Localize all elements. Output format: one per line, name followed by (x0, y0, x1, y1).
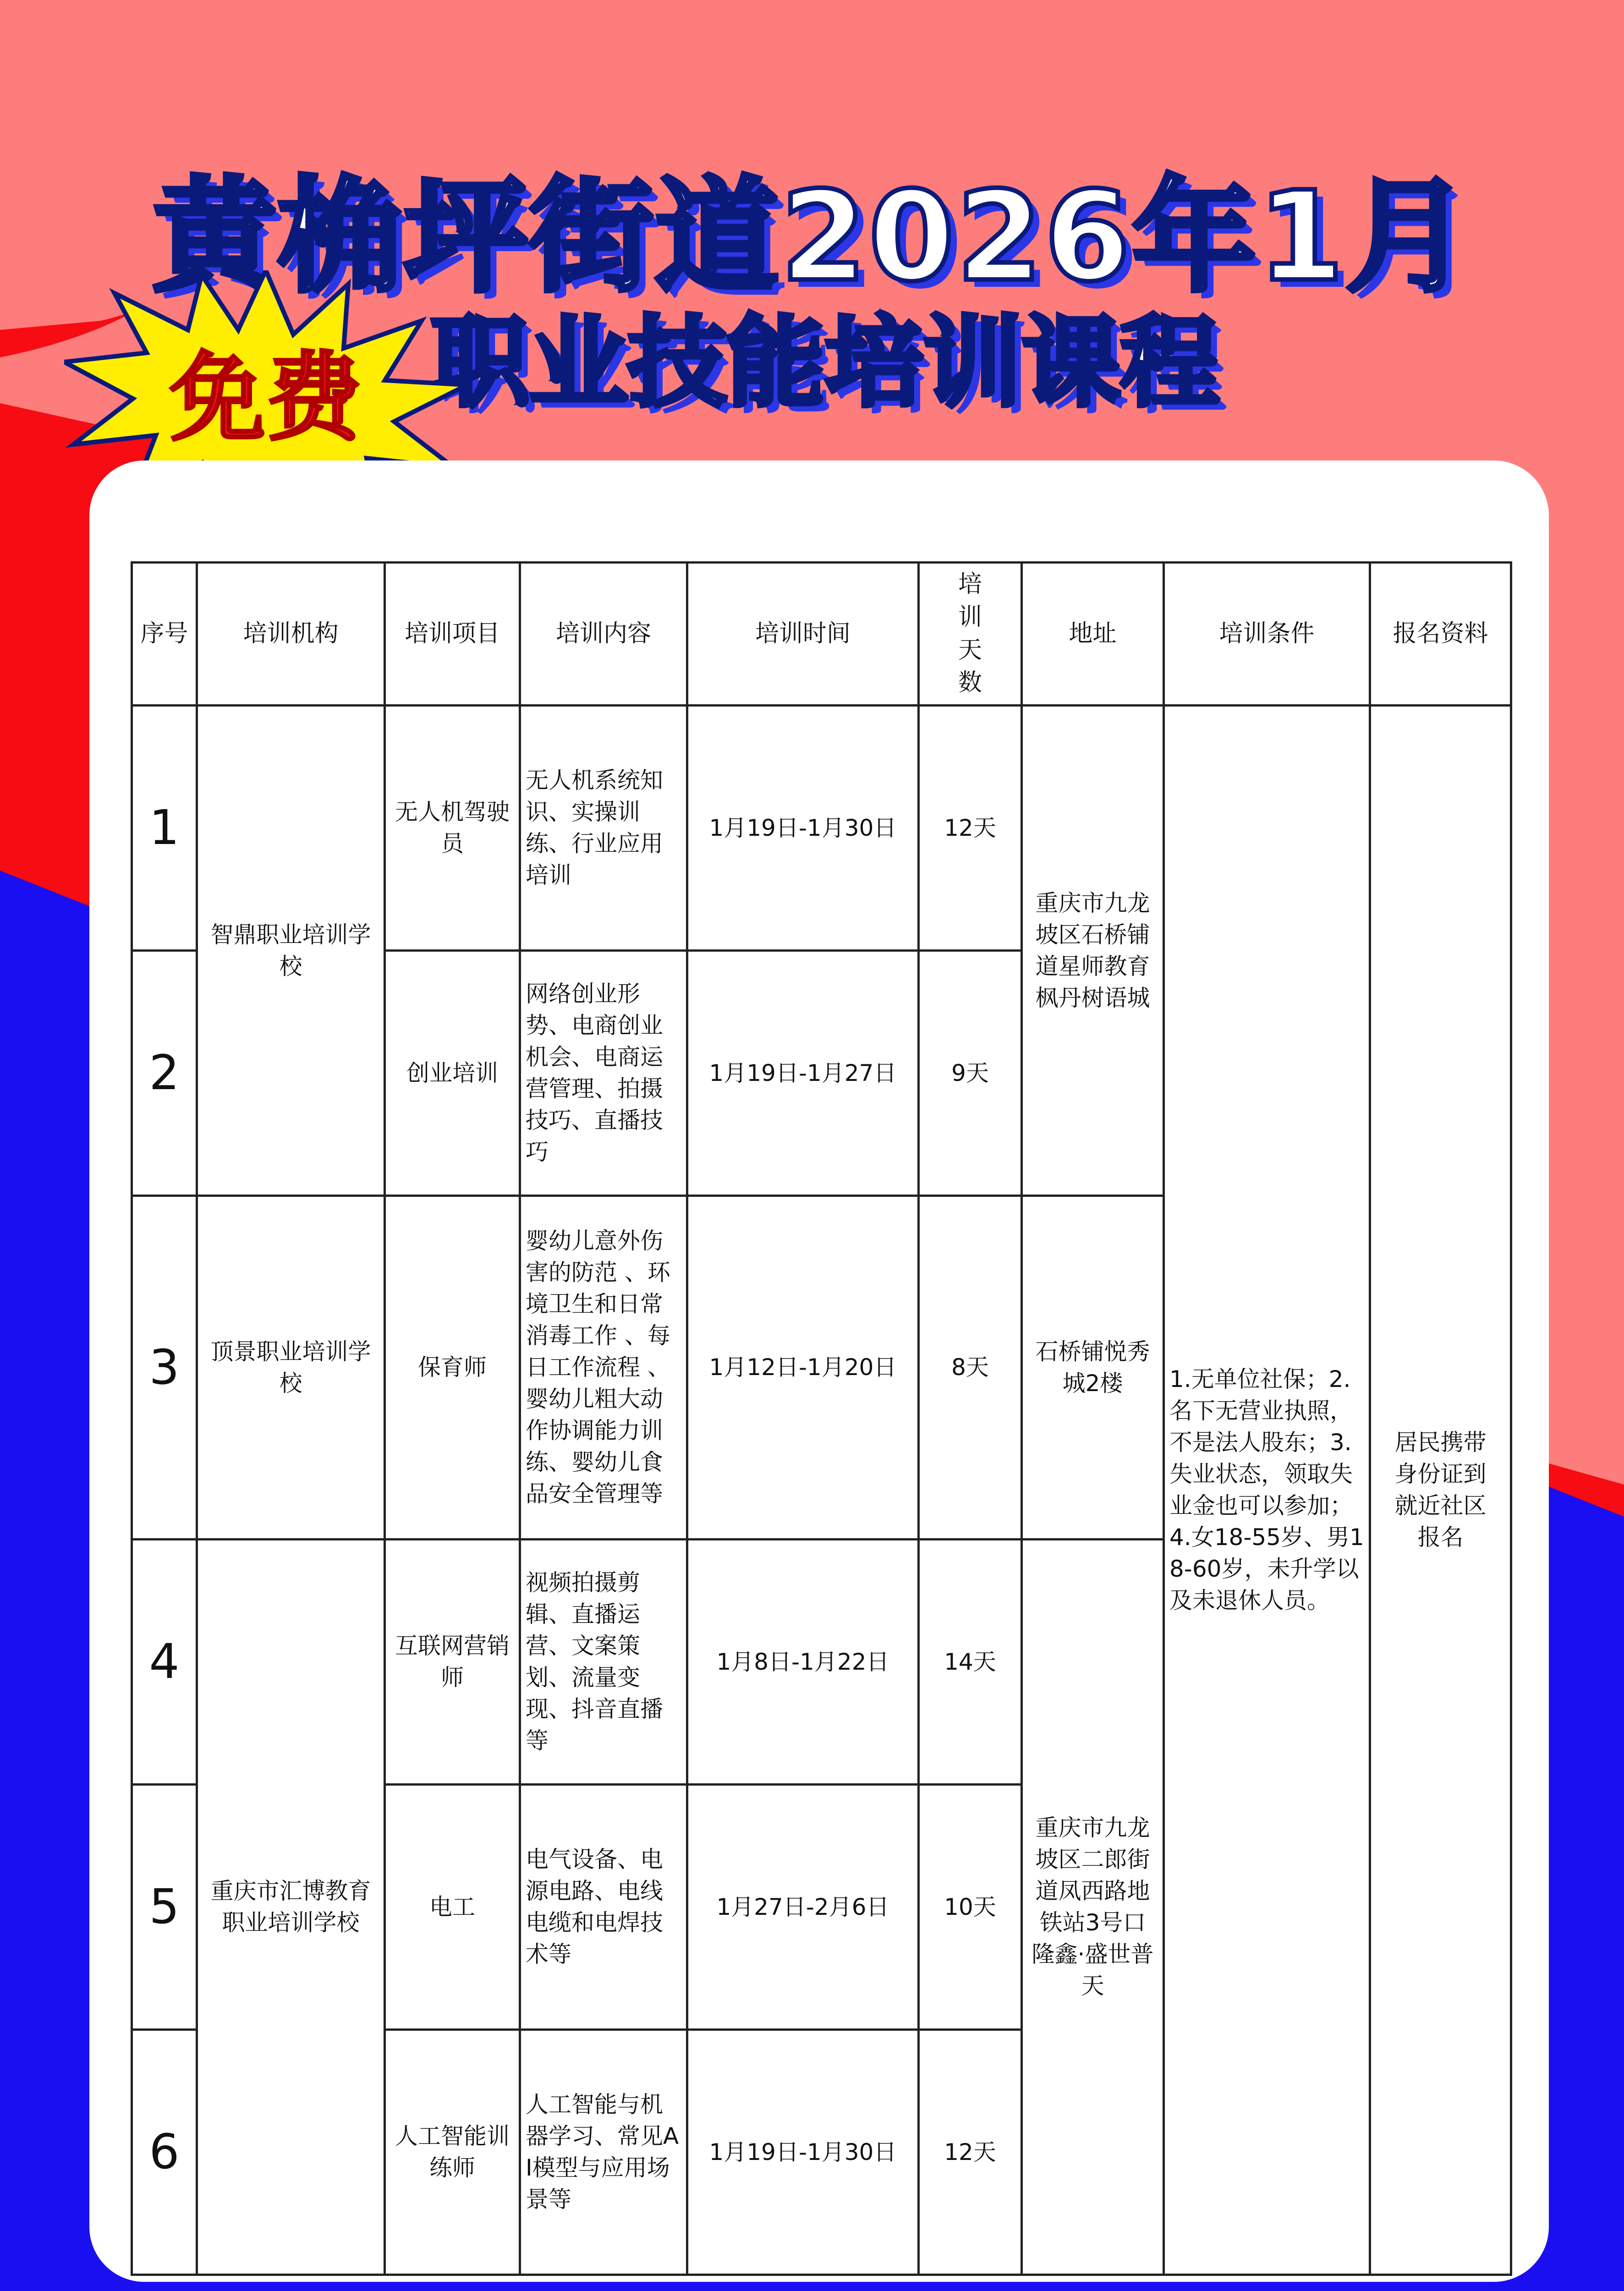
time-cell: 1月27日-2月6日 (687, 1785, 919, 2030)
column-header: 报名资料 (1370, 563, 1511, 706)
days-cell: 10天 (919, 1785, 1022, 2030)
column-header: 培训机构 (197, 563, 385, 706)
column-header: 序号 (132, 563, 197, 706)
time-cell: 1月19日-1月27日 (687, 951, 919, 1196)
row-number: 6 (132, 2030, 197, 2275)
column-header: 地址 (1022, 563, 1164, 706)
project-cell: 电工 (385, 1785, 520, 2030)
project-cell: 保育师 (385, 1196, 520, 1540)
project-cell: 人工智能训练师 (385, 2030, 520, 2275)
time-cell: 1月19日-1月30日 (687, 706, 919, 951)
address-cell: 石桥铺悦秀城2楼 (1022, 1196, 1164, 1540)
project-cell: 互联网营销师 (385, 1540, 520, 1785)
content-cell: 网络创业形势、电商创业机会、电商运营管理、拍摄技巧、直播技巧 (520, 951, 687, 1196)
content-cell: 婴幼儿意外伤害的防范 、环境卫生和日常消毒工作 、每日工作流程 、婴幼儿粗大动作协调能力训练、婴幼儿食品安全管理等 (520, 1196, 687, 1540)
column-header: 培训时间 (687, 563, 919, 706)
row-number: 5 (132, 1785, 197, 2030)
institution-cell: 顶景职业培训学校 (197, 1196, 385, 1540)
time-cell: 1月19日-1月30日 (687, 2030, 919, 2275)
column-header: 培训天数 (919, 563, 1022, 706)
project-cell: 无人机驾驶员 (385, 706, 520, 951)
time-cell: 1月12日-1月20日 (687, 1196, 919, 1540)
row-number: 3 (132, 1196, 197, 1540)
days-cell: 8天 (919, 1196, 1022, 1540)
course-table (131, 561, 1512, 2276)
address-cell: 重庆市九龙坡区石桥铺道星师教育枫丹树语城 (1022, 706, 1164, 1196)
address-cell: 重庆市九龙坡区二郎街道凤西路地铁站3号口隆鑫·盛世普天 (1022, 1540, 1164, 2275)
content-cell: 人工智能与机器学习、常见AI模型与应用场景等 (520, 2030, 687, 2275)
days-cell: 12天 (919, 2030, 1022, 2275)
time-cell: 1月8日-1月22日 (687, 1540, 919, 1785)
column-header: 培训内容 (520, 563, 687, 706)
days-cell: 14天 (919, 1540, 1022, 1785)
institution-cell: 重庆市汇博教育职业培训学校 (197, 1540, 385, 2275)
column-header: 培训项目 (385, 563, 520, 706)
row-number: 2 (132, 951, 197, 1196)
content-cell: 无人机系统知识、实操训练、行业应用培训 (520, 706, 687, 951)
content-cell: 电气设备、电源电路、电线电缆和电焊技术等 (520, 1785, 687, 2030)
free-badge-label: 免费 (169, 342, 362, 454)
days-cell: 12天 (919, 706, 1022, 951)
project-cell: 创业培训 (385, 951, 520, 1196)
conditions-cell: 1.无单位社保；2.名下无营业执照，不是法人股东；3.失业状态，领取失业金也可以参加；4.女18-55岁、男18-60岁，未升学以及未退休人员。 (1164, 706, 1370, 2275)
registration-cell: 居民携带身份证到就近社区报名 (1370, 706, 1511, 2275)
column-header: 培训条件 (1164, 563, 1370, 706)
table-row (132, 706, 1511, 951)
title-line-2: 职业技能培训课程 (431, 305, 1219, 420)
content-cell: 视频拍摄剪辑、直播运营、文案策划、流量变现、抖音直播等 (520, 1540, 687, 1785)
table-header-row (132, 563, 1511, 706)
title-line-1: 黄桷坪街道2026年1月 (153, 164, 1471, 309)
row-number: 1 (132, 706, 197, 951)
row-number: 4 (132, 1540, 197, 1785)
institution-cell: 智鼎职业培训学校 (197, 706, 385, 1196)
days-cell: 9天 (919, 951, 1022, 1196)
